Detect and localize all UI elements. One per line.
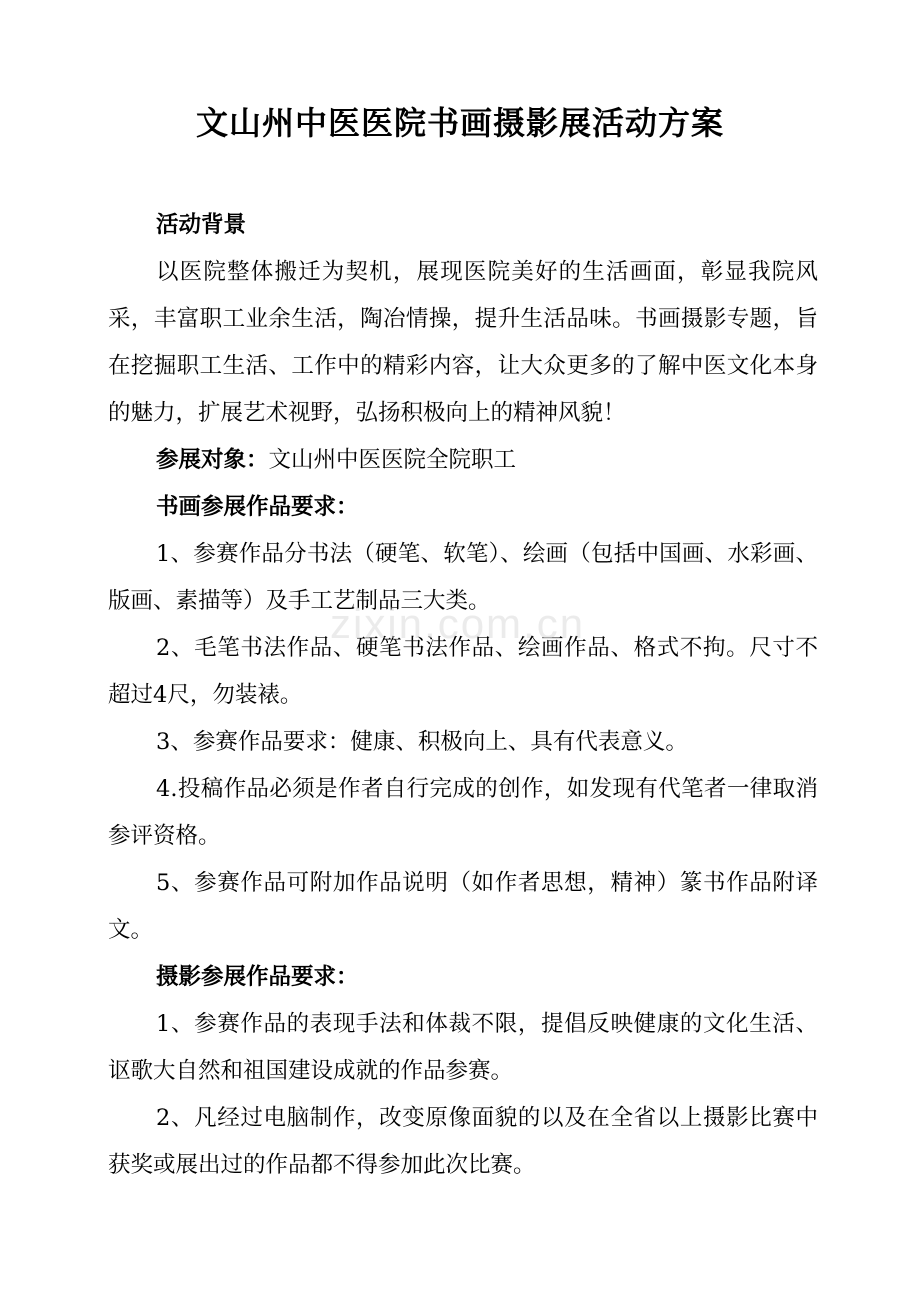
document-title: 文山州中医医院书画摄影展活动方案 bbox=[195, 104, 724, 142]
background-paragraph: 以医院整体搬迁为契机，展现医院美好的生活画面，彰显我院风采，丰富职工业余生活，陶冶情操，提升生活品味。书画摄影专题，旨在挖掘职工生活、工作中的精彩内容，让大众更多的了解中医文化本身的魅力，扩展艺术视野，弘扬积极向上的精神风貌！ bbox=[108, 259, 818, 426]
photography-item: 2、凡经过电脑制作，改变原像面貌的以及在全省以上摄影比赛中获奖或展出过的作品都不得参加此次比赛。 bbox=[108, 1105, 818, 1178]
participants-value: 文山州中医医院全院职工 bbox=[268, 447, 517, 473]
watermark: zixin.com.cn bbox=[330, 600, 586, 647]
calligraphy-item: 2、毛笔书法作品、硬笔书法作品、绘画作品、格式不拘。尺寸不超过4尺，勿装裱。 bbox=[108, 635, 818, 708]
participants-line bbox=[108, 437, 818, 484]
participants-label: 参展对象： bbox=[156, 447, 269, 473]
calligraphy-item: 4.投稿作品必须是作者自行完成的创作，如发现有代笔者一律取消参评资格。 bbox=[108, 776, 818, 849]
calligraphy-heading: 书画参展作品要求： bbox=[156, 494, 359, 520]
calligraphy-item: 3、参赛作品要求：健康、积极向上、具有代表意义。 bbox=[156, 729, 688, 755]
document-body bbox=[108, 202, 818, 1189]
photography-item: 1、参赛作品的表现手法和体裁不限，提倡反映健康的文化生活、讴歌大自然和祖国建设成就的作品参赛。 bbox=[108, 1011, 818, 1084]
calligraphy-item: 5、参赛作品可附加作品说明（如作者思想，精神）篆书作品附译文。 bbox=[108, 870, 818, 943]
photography-heading: 摄影参展作品要求： bbox=[156, 964, 359, 990]
background-heading: 活动背景 bbox=[156, 212, 247, 238]
calligraphy-item: 1、参赛作品分书法（硬笔、软笔）、绘画（包括中国画、水彩画、版画、素描等）及手工艺制品三大类。 bbox=[108, 541, 818, 614]
